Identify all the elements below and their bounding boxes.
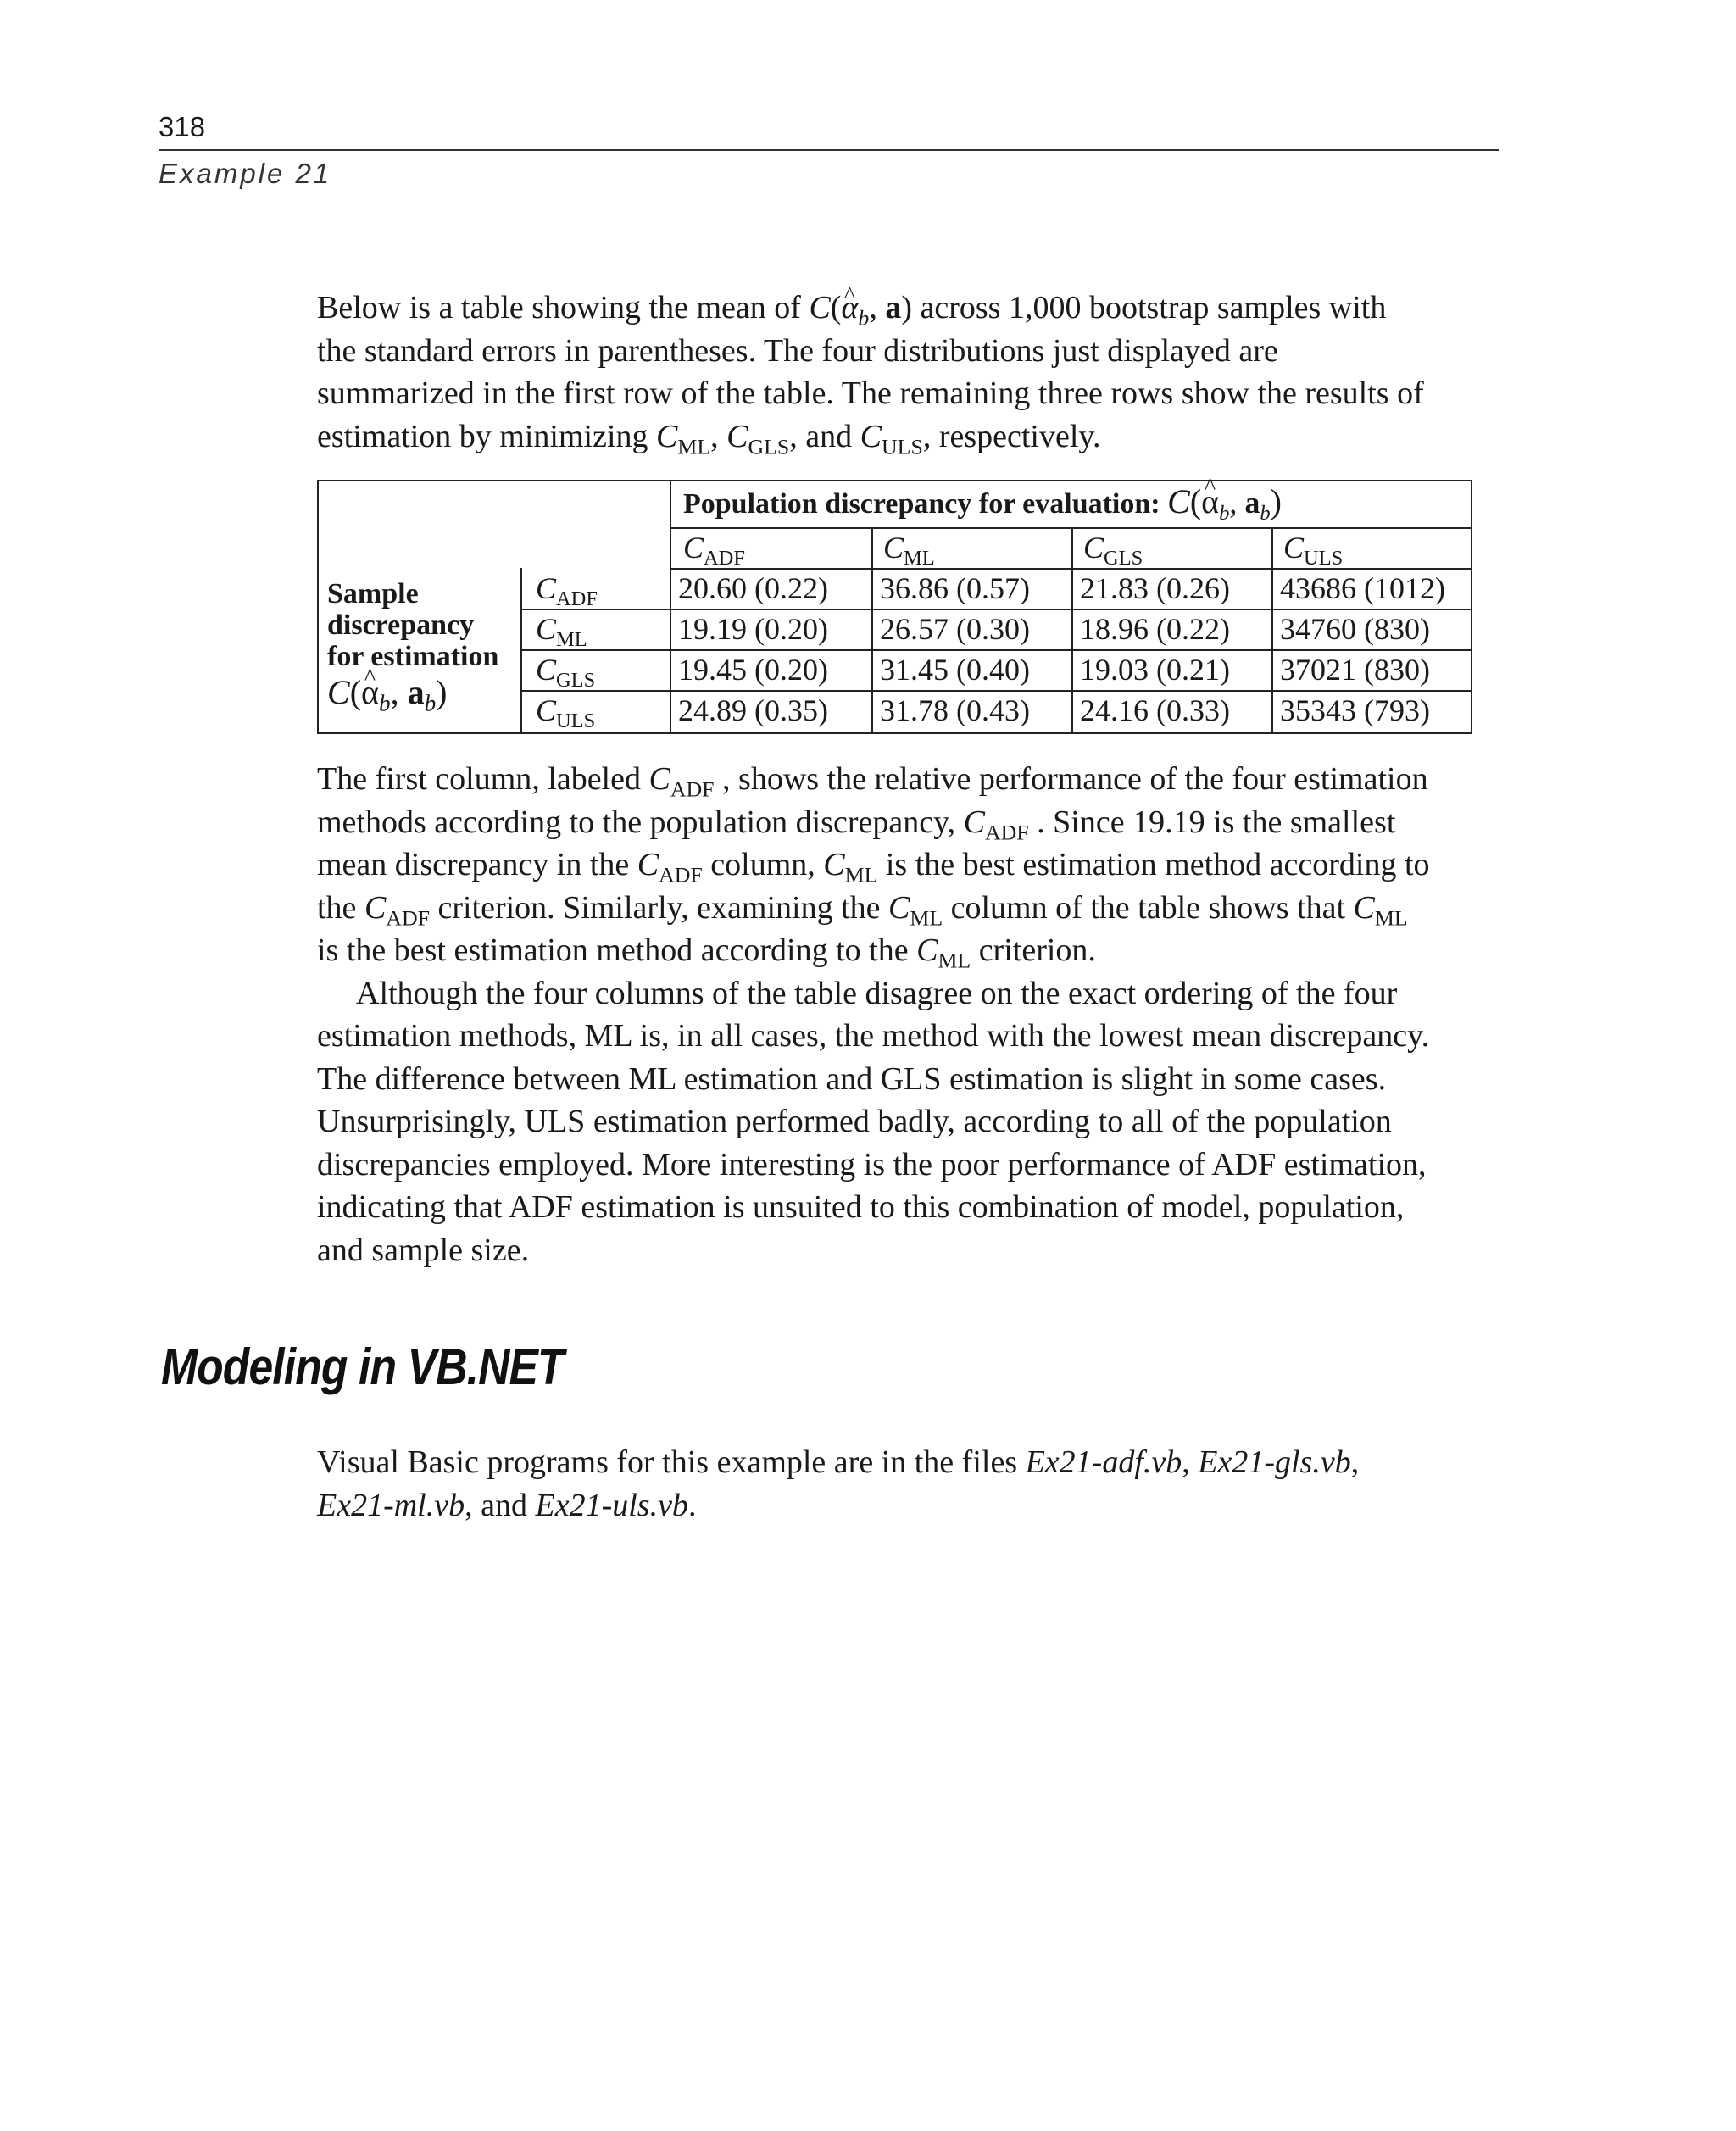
table-cell: 36.86 (0.57) (880, 571, 1030, 605)
file-name: Ex21-ml.vb (317, 1487, 465, 1523)
intro-paragraph (317, 287, 1504, 458)
page-header (159, 110, 1499, 189)
table-cell: 35343 (793) (1280, 693, 1430, 727)
file-name: Ex21-uls.vb (535, 1487, 688, 1523)
table-divider (1071, 527, 1073, 732)
table-cell: 26.57 (0.30) (880, 612, 1030, 646)
table-cell: 24.16 (0.33) (1080, 693, 1230, 727)
intro-line-4: estimation by minimizing $C_{ML}$, $C_{GLS}$, and $C_{ULS}$, respectively. (317, 418, 1101, 459)
table-cell: 37021 (830) (1280, 653, 1430, 687)
table-cell: 20.60 (0.22) (678, 571, 828, 605)
population-header: Population discrepancy for evaluation: C(^ $\alpha_b$, $a_b$) (683, 483, 1282, 523)
discussion-line: indicating that ADF estimation is unsuited to this combination of model, population, (317, 1189, 1405, 1225)
intro-line-2: the standard errors in parentheses. The four distributions just displayed are (317, 332, 1278, 369)
table-divider (670, 481, 671, 732)
discussion-line: Although the four columns of the table disagree on the exact ordering of the four (356, 975, 1398, 1011)
page-number: 318 (159, 111, 206, 142)
discrepancy-table (317, 480, 1472, 734)
column-header-uls: $C_{ULS}$ (1283, 531, 1344, 570)
table-cell: 34760 (830) (1280, 612, 1430, 646)
file-name: Ex21-adf.vb (1025, 1444, 1182, 1480)
table-cell: 43686 (1012) (1280, 571, 1445, 605)
discussion-line: discrepancies employed. More interesting is the poor performance of ADF estimation, (317, 1146, 1427, 1182)
table-cell: 19.03 (0.21) (1080, 653, 1230, 687)
header-rule (159, 149, 1499, 151)
table-cell: 21.83 (0.26) (1080, 571, 1230, 605)
column-header-adf: $C_{ADF}$ (683, 531, 745, 570)
column-header-gls: $C_{GLS}$ (1083, 531, 1143, 570)
table-cell: 18.96 (0.22) (1080, 612, 1230, 646)
intro-line-1: Below is a table showing the mean of C(^ $\alpha_b$, a) across 1,000 bootstrap samples with (317, 287, 1504, 330)
row-label-gls: $C_{GLS}$ (536, 653, 596, 692)
discussion-line: and sample size. (317, 1232, 530, 1268)
row-label-adf: $C_{ADF}$ (536, 571, 598, 610)
table-cell: 31.45 (0.40) (880, 653, 1030, 687)
discussion-line: The difference between ML estimation and GLS estimation is slight in some cases. (317, 1060, 1387, 1097)
table-cell: 31.78 (0.43) (880, 693, 1030, 727)
running-head: Example 21 (159, 158, 332, 189)
column-header-ml: $C_{ML}$ (883, 531, 935, 570)
file-name: Ex21-gls.vb (1198, 1444, 1351, 1480)
section-heading: Modeling in VB.NET (161, 1338, 564, 1395)
table-cell: 19.45 (0.20) (678, 653, 828, 687)
table-divider (670, 527, 1471, 529)
table-divider (1271, 527, 1273, 732)
table-cell: 19.19 (0.20) (678, 612, 828, 646)
discussion-line: estimation methods, ML is, in all cases, the method with the lowest mean discrepancy. (317, 1018, 1430, 1054)
row-group-label: Sample discrepancy for estimation C(^ $\alpha_b$, $a_b$) (327, 578, 498, 713)
row-label-uls: $C_{ULS}$ (536, 693, 596, 732)
table-divider (871, 527, 873, 732)
results-paragraph: The first column, labeled $C_{ADF}$ , shows the relative performance of the four estimation methods according to the population discrepancy, $C_{ADF}$ . Since 19.19 is the smallest mean discrepancy in the $C_{ADF}$ column, $C_{ML}$ is the best estimation method according to the $C_{ADF}$ criterion. Similarly, examining the $C_{ML}$ column of the table shows that $C_{ML}$ is the best estimation method according to the $C_{ML}$ criterion. Although the four columns of the table disagree on the exact ordering of the four estimation methods, ML is, in all cases, the method with the lowest mean discrepancy. The difference between ML estimation and GLS estimation is slight in some cases. Unsurprisingly, ULS estimation performed badly, according to all of the population discrepancies employed. More interesting is the poor performance of ADF estimation, indicating that ADF estimation is unsuited to this combination of model, population, and sample size. (317, 758, 1504, 1271)
table-cell: 24.89 (0.35) (678, 693, 828, 727)
row-label-ml: $C_{ML}$ (536, 612, 587, 651)
vbnet-paragraph: Visual Basic programs for this example are in the files Ex21-adf.vb, Ex21-gls.vb, Ex21-ml.vb, and Ex21-uls.vb. (317, 1444, 1360, 1523)
intro-line-3: summarized in the first row of the table. The remaining three rows show the results of (317, 376, 1424, 411)
discussion-line: Unsurprisingly, ULS estimation performed badly, according to all of the population (317, 1104, 1392, 1139)
discrepancy-symbol: C(^ $\alpha_b$, a) (809, 290, 912, 325)
